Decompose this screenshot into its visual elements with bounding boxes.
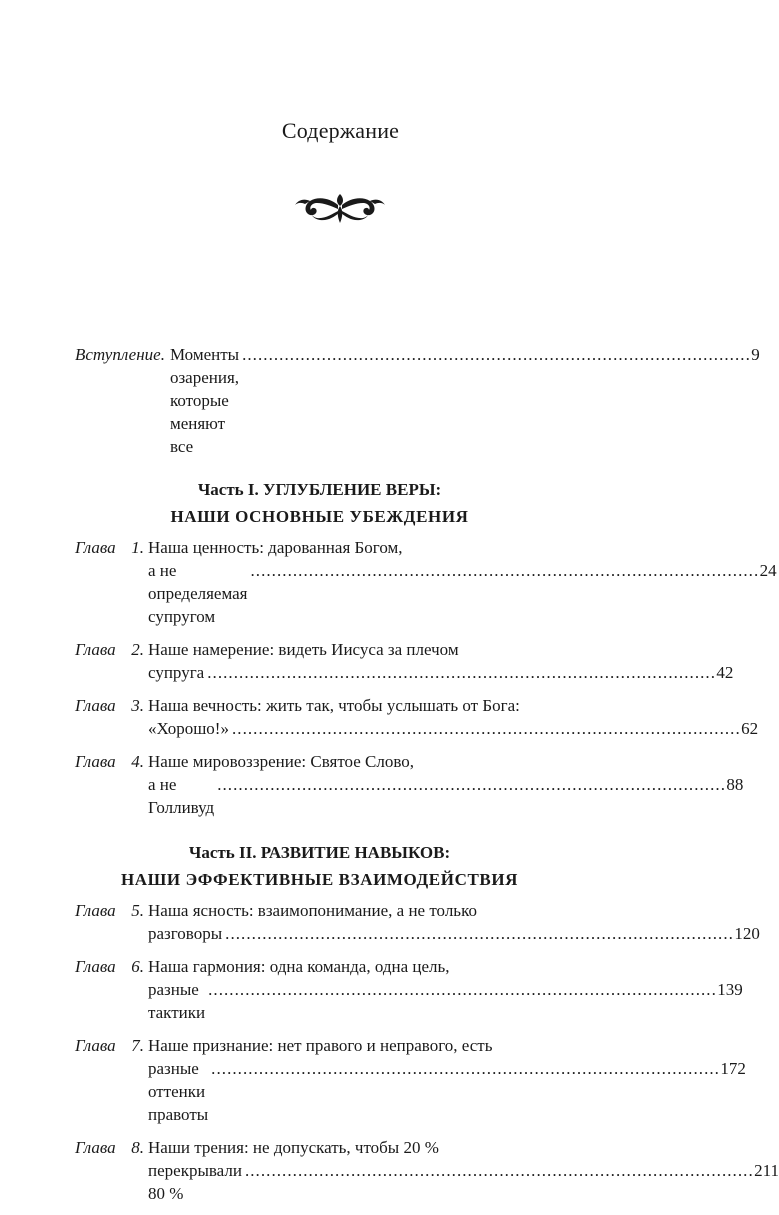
chapter-title-line1: Наше признание: нет правого и неправого, есть <box>148 1036 493 1055</box>
dot-leader <box>250 559 756 582</box>
chapter-title-line2: «Хорошо!» <box>148 719 229 738</box>
chapter-label: Глава <box>75 957 116 976</box>
toc-chapter-row[interactable] <box>75 1034 746 1126</box>
chapter-number: 5. <box>131 901 144 920</box>
dot-leader <box>225 922 731 945</box>
dot-leader <box>242 343 748 366</box>
toc-chapter-row[interactable] <box>75 694 759 740</box>
dot-leader <box>245 1159 751 1182</box>
chapter-number: 6. <box>131 957 144 976</box>
part-title: Часть I. УГЛУБЛЕНИЕ ВЕРЫ: <box>197 480 442 499</box>
part-subtitle: НАШИ ЭФФЕКТИВНЫЕ ВЗАИМОДЕЙСТВИЯ <box>120 870 519 889</box>
chapter-title-line2: а не Голливуд <box>148 775 215 817</box>
chapter-number: 4. <box>131 752 144 771</box>
chapter-label: Глава <box>75 1138 116 1157</box>
part-title: Часть II. РАЗВИТИЕ НАВЫКОВ: <box>188 843 451 862</box>
chapter-title-line1: Наша ясность: взаимопонимание, а не только <box>148 901 477 920</box>
toc-chapter-row[interactable] <box>75 955 743 1024</box>
page-number: 24 <box>759 561 777 580</box>
part-subtitle: НАШИ ОСНОВНЫЕ УБЕЖДЕНИЯ <box>170 507 469 526</box>
intro-label: Вступление. <box>75 345 165 364</box>
chapter-list <box>75 536 777 819</box>
chapter-label: Глава <box>75 538 116 557</box>
table-of-contents <box>75 343 779 1215</box>
page-number: 62 <box>741 719 759 738</box>
fleuron-icon <box>290 192 390 226</box>
page-number: 42 <box>716 663 734 682</box>
chapter-title-line1: Наше намерение: видеть Иисуса за плечом <box>148 640 459 659</box>
page-title: Содержание <box>281 118 400 143</box>
dot-leader <box>207 661 713 684</box>
chapter-number: 2. <box>131 640 144 659</box>
toc-chapter-row[interactable] <box>75 536 777 628</box>
toc-chapter-row[interactable] <box>75 750 744 819</box>
intro-title: Моменты озарения, которые меняют все <box>169 345 240 456</box>
page-number: 120 <box>734 924 760 943</box>
page-number: 9 <box>751 345 760 364</box>
page-number: 172 <box>720 1059 746 1078</box>
chapter-number: 7. <box>131 1036 144 1055</box>
chapter-label: Глава <box>75 696 116 715</box>
dot-leader <box>217 773 723 796</box>
toc-chapter-row[interactable] <box>75 899 760 945</box>
chapter-title-line1: Наша вечность: жить так, чтобы услышать от Бога: <box>148 696 520 715</box>
chapter-title-line2: супруга <box>148 663 205 682</box>
chapter-title-line2: перекрывали 80 % <box>148 1161 242 1203</box>
page-number: 139 <box>717 980 743 999</box>
page-number: 88 <box>726 775 744 794</box>
chapter-title-line1: Наша гармония: одна команда, одна цель, <box>148 957 450 976</box>
chapter-title-line1: Наша ценность: дарованная Богом, <box>148 538 403 557</box>
toc-chapter-row[interactable] <box>75 1136 779 1205</box>
chapter-title-line2: разговоры <box>148 924 223 943</box>
dot-leader <box>211 1057 717 1080</box>
dot-leader <box>208 978 714 1001</box>
chapter-label: Глава <box>75 640 116 659</box>
chapter-title-line2: разные тактики <box>148 980 206 1022</box>
chapter-list <box>75 899 779 1205</box>
chapter-label: Глава <box>75 901 116 920</box>
chapter-title-line2: а не определяемая супругом <box>148 561 248 626</box>
chapter-number: 8. <box>131 1138 144 1157</box>
chapter-title-line2: разные оттенки правоты <box>148 1059 209 1124</box>
chapter-title-line1: Наше мировоззрение: Святое Слово, <box>148 752 415 771</box>
chapter-title-line1: Наши трения: не допускать, чтобы 20 % <box>148 1138 439 1157</box>
chapter-number: 3. <box>131 696 144 715</box>
part-heading <box>75 476 564 530</box>
page-number: 211 <box>754 1161 779 1180</box>
chapter-label: Глава <box>75 1036 116 1055</box>
part-heading <box>75 839 564 893</box>
toc-chapter-row[interactable] <box>75 638 734 684</box>
toc-intro-row[interactable] <box>75 343 760 458</box>
dot-leader <box>232 717 738 740</box>
chapter-label: Глава <box>75 752 116 771</box>
chapter-number: 1. <box>131 538 144 557</box>
